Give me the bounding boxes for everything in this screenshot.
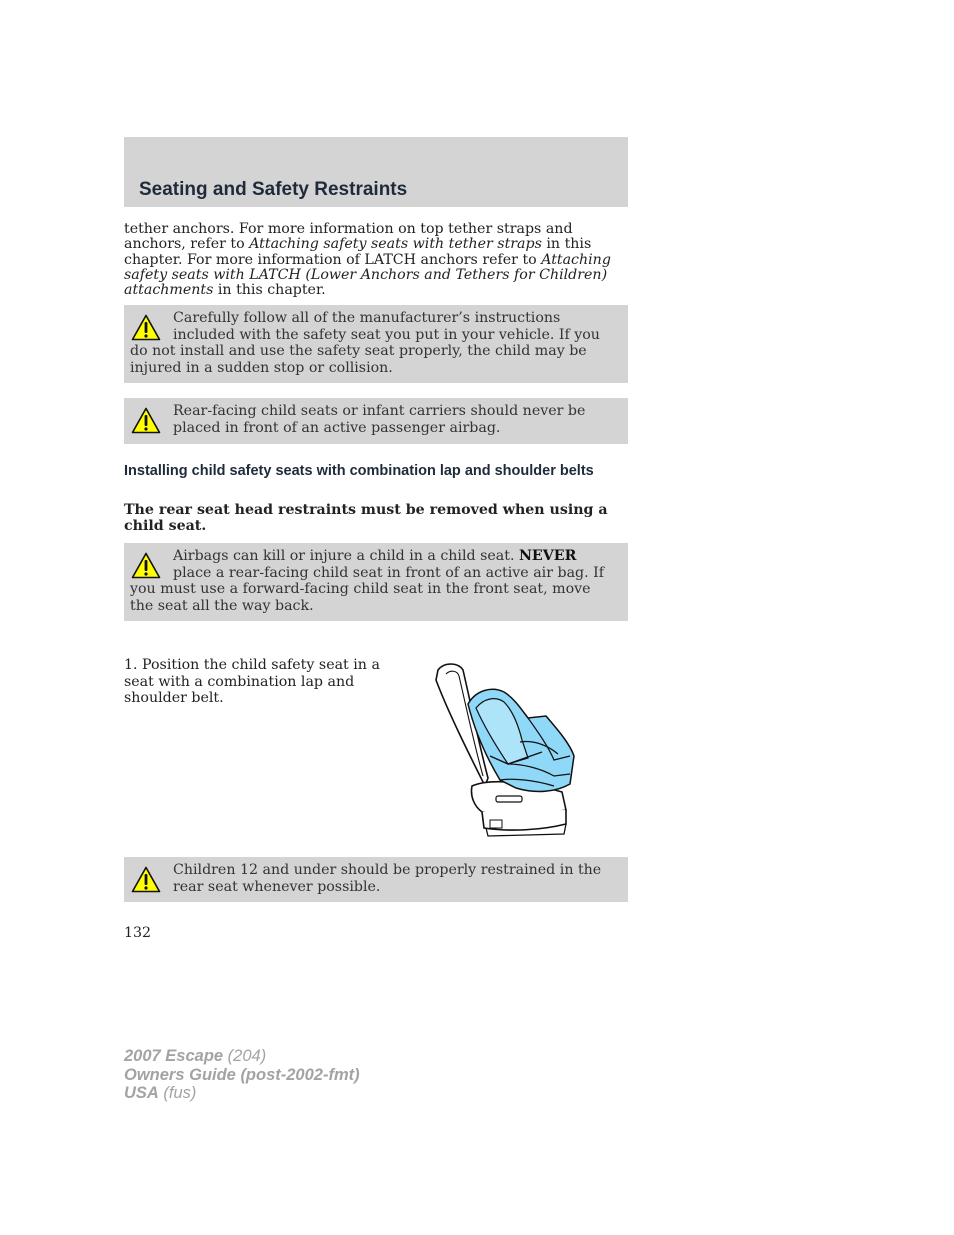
footer-model: 2007 Escape: [124, 1047, 224, 1065]
page-title: Seating and Safety Restraints: [139, 179, 408, 200]
warning-box-instructions: [124, 305, 628, 383]
warning-triangle-icon: [131, 552, 161, 579]
intro-paragraph: [124, 222, 628, 298]
warning-box-children-12: [124, 857, 628, 902]
page-number: 132: [124, 925, 152, 941]
intro-text-3: in this chapter.: [213, 282, 326, 299]
warning-text: Children 12 and under should be properly restrained in the rear seat whenever possible.: [173, 862, 602, 895]
step-1-text: 1. Position the child safety seat in a seat with a combination lap and shoulder belt.: [124, 657, 380, 707]
warning-triangle-icon: [131, 407, 161, 434]
warning-box-airbags: [124, 543, 628, 621]
never-emphasis: NEVER: [518, 548, 577, 564]
footer-market: USA: [124, 1084, 159, 1102]
footer-model-code: (204): [223, 1047, 267, 1065]
warning-box-rear-facing: [124, 398, 628, 444]
intro-text-1: tether anchors. For more information on top tether straps and anchors, refer to: [124, 221, 573, 253]
footer-guide: Owners Guide (post-2002-fmt): [124, 1065, 360, 1084]
footer-market-code: (fus): [158, 1084, 197, 1102]
head-restraint-note: The rear seat head restraints must be removed when using a child seat.: [124, 502, 608, 535]
warning-triangle-icon: [131, 314, 161, 341]
document-footer: [124, 1047, 360, 1103]
warning-text: Airbags can kill or injure a child in a child seat. NEVER place a rear-facing child seat in front of an active air bag. If you must use a forward-facing child seat in the front seat, move the seat all the way back.: [130, 548, 604, 614]
section-header: [124, 137, 628, 207]
warning-text: Carefully follow all of the manufacturer’s instructions included with the safety seat you put in your vehicle. If you do not install and use the safety seat properly, the child may be injured in a sudden stop or collision.: [130, 310, 600, 376]
intro-link-latch: Attaching safety seats with LATCH (Lower Anchors and Tethers for Children) attachments: [124, 251, 611, 299]
warning-triangle-icon: [131, 866, 161, 893]
warning-text: Rear-facing child seats or infant carriers should never be placed in front of an active passenger airbag.: [173, 403, 586, 436]
intro-link-tether: Attaching safety seats with tether straps: [249, 236, 542, 253]
intro-text-2: in this chapter. For more information of LATCH anchors refer to: [124, 236, 592, 268]
section-subheading: Installing child safety seats with combination lap and shoulder belts: [124, 463, 594, 479]
child-seat-illustration: [430, 660, 580, 838]
